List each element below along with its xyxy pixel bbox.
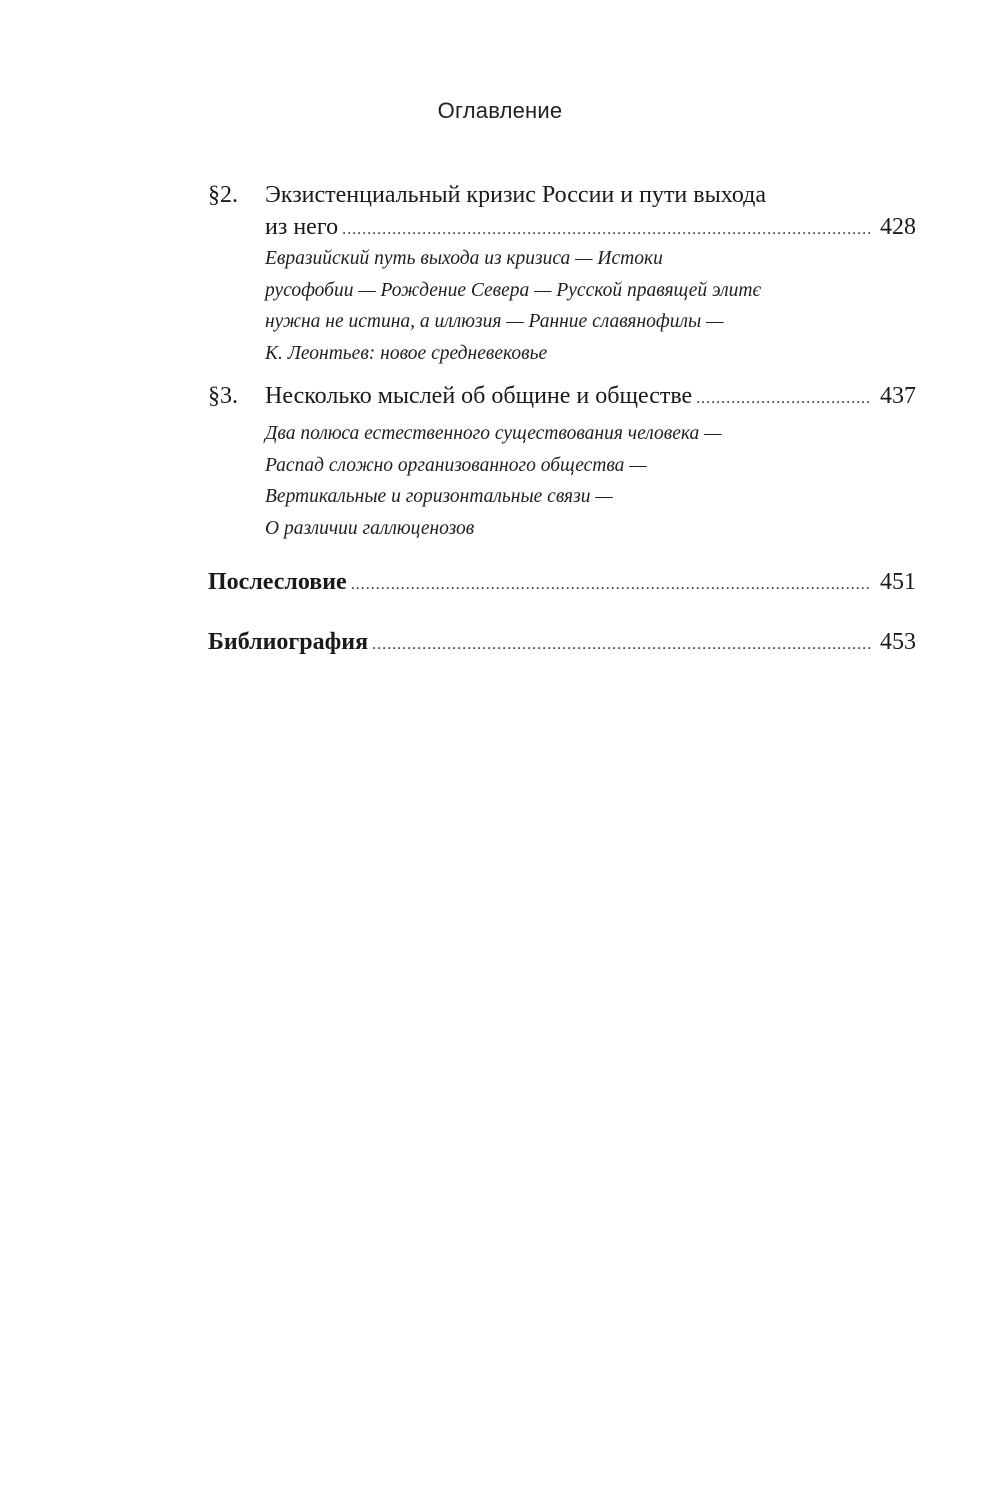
dot-leader [342, 215, 872, 245]
section-2-number: §2. [208, 182, 238, 208]
section-3-page: 437 [880, 383, 916, 409]
bibliography-page: 453 [880, 629, 916, 655]
dot-leader [351, 570, 872, 600]
afterword-title: Послесловие [208, 569, 347, 595]
section-2-subtopic: нужна не истина, а иллюзия — Ранние славянофилы — [265, 311, 724, 332]
section-2-entry[interactable] [265, 212, 916, 245]
section-2-title-line1[interactable]: Экзистенциальный кризис России и пути выхода [265, 182, 766, 208]
bibliography-entry[interactable] [208, 627, 916, 660]
section-3-subtopic: Вертикальные и горизонтальные связи — [265, 486, 613, 507]
afterword-page: 451 [880, 569, 916, 595]
section-3-number: §3. [208, 383, 238, 409]
section-3-subtopic: Распад сложно организованного общества — [265, 455, 647, 476]
dot-leader [372, 630, 872, 660]
bibliography-title: Библиография [208, 629, 369, 655]
section-2-title-line2: из него [265, 214, 339, 240]
section-3-title: Несколько мыслей об общине и обществе [265, 383, 693, 409]
running-head: Оглавление [437, 98, 563, 123]
afterword-entry[interactable] [208, 567, 916, 600]
section-2-subtopic: К. Леонтьев: новое средневековье [265, 343, 548, 364]
section-2-subtopic: Евразийский путь выхода из кризиса — Истоки [265, 248, 663, 269]
section-2-subtopic: русофобии — Рождение Севера — Русской правящей элитє [265, 280, 761, 301]
section-2-page: 428 [880, 214, 916, 240]
dot-leader [696, 384, 872, 414]
section-3-subtopic: О различии галлюценозов [265, 518, 475, 539]
section-3-subtopic: Два полюса естественного существования человека — [265, 423, 722, 444]
section-3-entry[interactable] [265, 381, 916, 414]
